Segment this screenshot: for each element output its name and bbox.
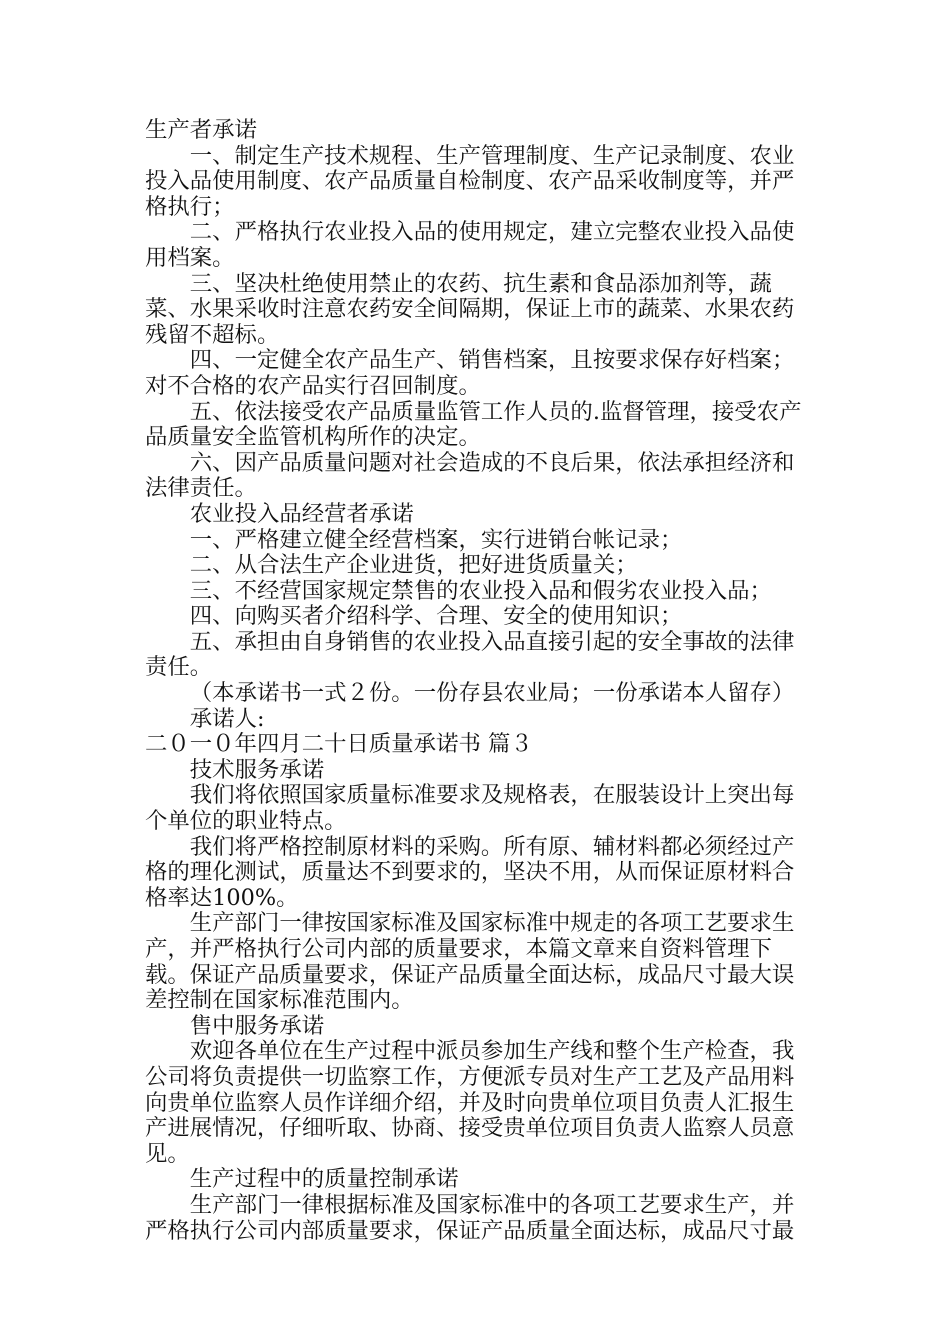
paragraph: 二、从合法生产企业进货，把好进货质量关； xyxy=(189,552,638,579)
paragraph: 我们将严格控制原材料的采购。所有原、辅材料都必须经过产格的理化测试，质量达不到要求的，坚决不用，从而保证原材料合格率达100%。 xyxy=(145,833,795,911)
paragraph: 六、因产品质量问题对社会造成的不良后果，依法承担经济和法律责任。 xyxy=(145,449,795,502)
paragraph: 我们将依照国家质量标准要求及规格表，在服装设计上突出每个单位的职业特点。 xyxy=(145,782,795,835)
paragraph: 三、不经营国家规定禁售的农业投入品和假劣农业投入品； xyxy=(189,577,772,604)
section-heading-producer: 生产者承诺 xyxy=(145,117,257,143)
paragraph: 四、向购买者介绍科学、合理、安全的使用知识； xyxy=(189,603,683,630)
paragraph: 一、制定生产技术规程、生产管理制度、生产记录制度、农业投入品使用制度、农产品质量自检制度、农产品采收制度等，并严格执行； xyxy=(145,142,795,220)
signer-label: 承诺人: xyxy=(189,705,265,732)
section-heading-quality-control: 生产过程中的质量控制承诺 xyxy=(189,1166,459,1193)
document-page xyxy=(145,118,810,1244)
paragraph: 二、严格执行农业投入品的使用规定，建立完整农业投入品使用档案。 xyxy=(145,219,795,271)
paragraph: 欢迎各单位在生产过程中派员参加生产线和整个生产检查，我公司将负责提供一切监察工作，方便派专员对生产工艺及产品用料向贵单位监察人员作详细介绍，并及时向贵单位项目负责人汇报生产进展情况，仔细听取、协商、接受贵单位项目负责人监察人员意见。 xyxy=(145,1038,795,1167)
paragraph: 五、承担由自身销售的农业投入品直接引起的安全事故的法律责任。 xyxy=(145,628,795,681)
paragraph: 一、严格建立健全经营档案，实行进销台帐记录； xyxy=(189,526,683,553)
section-heading-dealer: 农业投入品经营者承诺 xyxy=(189,500,414,527)
paragraph: 五、依法接受农产品质量监管工作人员的.监督管理，接受农产品质量安全监管机构所作的决定。 xyxy=(145,398,802,451)
paragraph: 生产部门一律按国家标准及国家标准中规走的各项工艺要求生产，并严格执行公司内部的质量要求，本篇文章来自资料管理下载。保证产品质量要求，保证产品质量全面达标，成品尺寸最大误差控制在国家标准范围内。 xyxy=(145,910,795,1014)
section-heading-in-sale-service: 售中服务承诺 xyxy=(189,1012,325,1039)
date-line: 二０一０年四月二十日质量承诺书 篇３ xyxy=(145,731,533,758)
paragraph: 四、一定健全农产品生产、销售档案，且按要求保存好档案；对不合格的农产品实行召回制度。 xyxy=(145,347,795,399)
copies-note: （本承诺书一式２份。一份存县农业局；一份承诺本人留存） xyxy=(189,680,795,707)
section-heading-tech-service: 技术服务承诺 xyxy=(189,756,325,783)
paragraph: 生产部门一律根据标准及国家标准中的各项工艺要求生产，并严格执行公司内部质量要求，保证产品质量全面达标，成品尺寸最 xyxy=(145,1191,795,1244)
paragraph: 三、坚决杜绝使用禁止的农药、抗生素和食品添加剂等，蔬菜、水果采收时注意农药安全间隔期，保证上市的蔬菜、水果农药残留不超标。 xyxy=(145,270,795,348)
